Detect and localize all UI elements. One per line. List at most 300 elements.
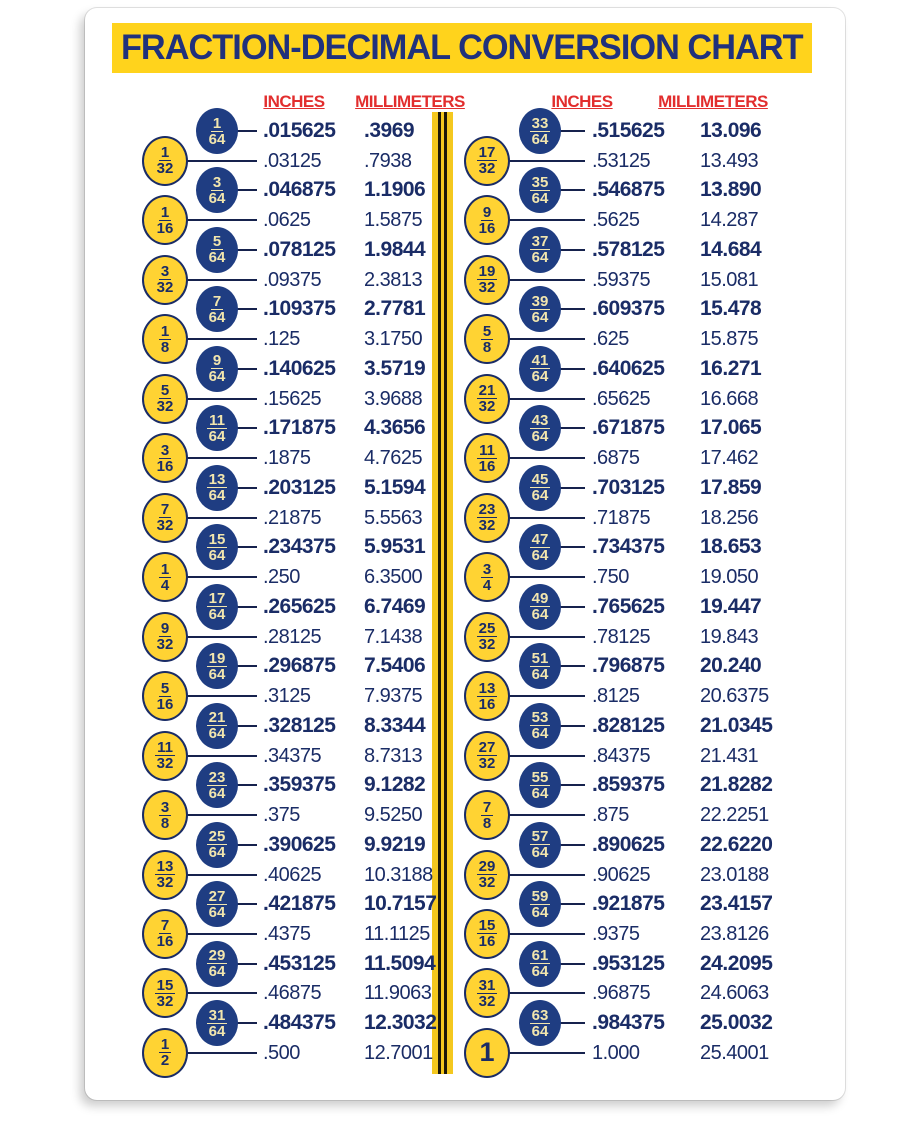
fraction-denominator: 64 (208, 903, 226, 921)
mm-value: 2.3813 (364, 268, 423, 291)
fraction-denominator: 64 (531, 725, 549, 743)
fraction (209, 353, 226, 384)
inches-value: .125 (263, 328, 300, 351)
mm-value: 8.7313 (364, 744, 423, 767)
inches-value: .9375 (592, 922, 640, 945)
mm-value: 10.3188 (364, 863, 433, 886)
fraction (530, 829, 551, 860)
fraction-numerator: 27 (208, 887, 226, 905)
whole-number: 1 (479, 1037, 495, 1068)
fraction-numerator: 59 (531, 887, 549, 905)
inches-value: .703125 (592, 475, 665, 499)
fraction (159, 562, 171, 593)
mm-value: 13.096 (700, 119, 762, 142)
fraction (479, 205, 496, 236)
mm-value: .7938 (364, 149, 412, 172)
fraction-numerator: 1 (160, 1036, 170, 1054)
mm-value: 18.653 (700, 535, 762, 559)
mm-value: 9.9219 (364, 832, 426, 856)
fraction-numerator: 13 (208, 471, 226, 489)
fraction-badge (519, 941, 561, 987)
inches-value: .250 (263, 566, 300, 589)
fraction-badge (196, 1000, 238, 1046)
fraction-denominator: 32 (156, 755, 174, 773)
fraction-badge (519, 465, 561, 511)
fraction-denominator: 8 (160, 814, 170, 832)
mm-value: 5.5563 (364, 506, 423, 529)
fraction-numerator: 23 (478, 501, 496, 519)
mm-value: 22.2251 (700, 804, 769, 827)
mm-value: 23.8126 (700, 922, 769, 945)
inches-value: .1875 (263, 447, 311, 470)
fraction-numerator: 1 (160, 144, 170, 162)
fraction (157, 264, 174, 295)
mm-value: 20.6375 (700, 685, 769, 708)
fraction-denominator: 16 (478, 695, 496, 713)
fraction-numerator: 49 (531, 590, 549, 608)
inches-value: .546875 (592, 178, 665, 202)
fraction-numerator: 7 (482, 798, 492, 816)
fraction-denominator: 32 (156, 398, 174, 416)
leader-line (507, 160, 585, 162)
inches-value: .890625 (592, 832, 665, 856)
fraction-denominator: 2 (160, 1052, 170, 1070)
mm-value: 6.3500 (364, 566, 423, 589)
fraction-numerator: 1 (160, 203, 170, 221)
fraction-badge (196, 108, 238, 154)
fraction-denominator: 32 (478, 517, 496, 535)
inches-value: .15625 (263, 387, 322, 410)
leader-line (507, 398, 585, 400)
fraction-badge (464, 1028, 510, 1078)
fraction (207, 472, 228, 503)
mm-value: 24.6063 (700, 982, 769, 1005)
mm-value: 19.843 (700, 625, 759, 648)
fraction-numerator: 27 (478, 739, 496, 757)
fraction-numerator: 3 (160, 263, 170, 281)
inches-value: .078125 (263, 237, 336, 261)
inches-value: .265625 (263, 594, 336, 618)
fraction (477, 443, 497, 474)
fraction (481, 324, 493, 355)
fraction (530, 710, 551, 741)
fraction (530, 591, 551, 622)
mm-value: 12.3032 (364, 1011, 437, 1035)
fraction-denominator: 16 (156, 457, 174, 475)
fraction-numerator: 41 (531, 352, 549, 370)
leader-line (185, 992, 257, 994)
inches-value: .90625 (592, 863, 651, 886)
fraction-badge (464, 314, 510, 364)
inches-value: .500 (263, 1041, 300, 1064)
fraction (207, 591, 228, 622)
inches-value: .40625 (263, 863, 322, 886)
leader-line (235, 368, 257, 370)
fraction-numerator: 3 (482, 560, 492, 578)
fraction-numerator: 9 (482, 203, 492, 221)
inches-value: .625 (592, 328, 629, 351)
leader-line (558, 665, 585, 667)
fraction-badge (464, 671, 510, 721)
leader-line (185, 279, 257, 281)
mm-value: 14.287 (700, 209, 759, 232)
fraction (477, 918, 498, 949)
fraction-denominator: 32 (478, 755, 496, 773)
fraction-denominator: 64 (208, 368, 226, 386)
fraction (530, 472, 551, 503)
fraction (477, 145, 498, 176)
mm-value: 3.5719 (364, 356, 426, 380)
fraction-denominator: 64 (208, 963, 226, 981)
fraction-badge (142, 671, 188, 721)
fraction-badge (196, 881, 238, 927)
leader-line (185, 695, 257, 697)
leader-line (558, 903, 585, 905)
fraction-numerator: 5 (160, 679, 170, 697)
fraction-numerator: 63 (531, 1006, 549, 1024)
fraction-denominator: 64 (531, 249, 549, 267)
fraction-numerator: 33 (531, 114, 549, 132)
fraction-badge (142, 552, 188, 602)
fraction-denominator: 32 (156, 992, 174, 1010)
leader-line (185, 933, 257, 935)
fraction-badge (196, 822, 238, 868)
fraction (530, 175, 551, 206)
inches-value: .859375 (592, 773, 665, 797)
fraction-numerator: 23 (208, 768, 226, 786)
conversion-chart-poster (85, 8, 845, 1100)
mm-value: 16.668 (700, 387, 759, 410)
mm-value: 15.875 (700, 328, 759, 351)
inches-value: .984375 (592, 1011, 665, 1035)
fraction-numerator: 9 (212, 352, 222, 370)
inches-value: .765625 (592, 594, 665, 618)
fraction-denominator: 32 (156, 874, 174, 891)
fraction (477, 264, 498, 295)
fraction-denominator: 8 (160, 338, 170, 356)
inches-value: .484375 (263, 1011, 336, 1035)
fraction (530, 234, 551, 265)
fraction-denominator: 32 (156, 279, 174, 297)
mm-value: 9.1282 (364, 773, 426, 797)
fraction-badge (519, 346, 561, 392)
fraction-denominator: 64 (208, 1022, 226, 1040)
inches-value: .84375 (592, 744, 651, 767)
leader-line (185, 160, 257, 162)
fraction-numerator: 1 (160, 560, 170, 578)
fraction-badge (464, 790, 510, 840)
fraction-numerator: 17 (208, 590, 226, 608)
inches-value: .46875 (263, 982, 322, 1005)
leader-line (507, 755, 585, 757)
inches-value: .234375 (263, 535, 336, 559)
leader-line (235, 308, 257, 310)
inches-header-right: INCHES (551, 92, 613, 111)
leader-line (558, 725, 585, 727)
inches-value: .71875 (592, 506, 651, 529)
inches-value: .6875 (592, 447, 640, 470)
fraction-denominator: 64 (531, 963, 549, 981)
mm-value: 10.7157 (364, 892, 437, 916)
leader-line (185, 219, 257, 221)
inches-value: .34375 (263, 744, 322, 767)
fraction-badge (142, 612, 188, 662)
leader-line (185, 398, 257, 400)
mm-value: 7.9375 (364, 685, 423, 708)
leader-line (235, 546, 257, 548)
leader-line (235, 1022, 257, 1024)
fraction (157, 681, 174, 712)
fraction (209, 294, 226, 325)
fraction-badge (196, 941, 238, 987)
leader-line (558, 963, 585, 965)
fraction-denominator: 64 (531, 427, 549, 445)
leader-line (235, 427, 257, 429)
inches-value: .515625 (592, 119, 665, 142)
inches-value: .875 (592, 804, 629, 827)
fraction (477, 383, 498, 414)
mm-value: 17.065 (700, 416, 762, 440)
leader-line (235, 665, 257, 667)
fraction-denominator: 8 (482, 814, 492, 832)
fraction-denominator: 64 (208, 725, 226, 743)
fraction (157, 145, 174, 176)
leader-line (507, 992, 585, 994)
inches-header-left: INCHES (263, 92, 325, 111)
leader-line (185, 338, 257, 340)
inches-value: .03125 (263, 149, 322, 172)
inches-value: .421875 (263, 892, 336, 916)
inches-value: .4375 (263, 922, 311, 945)
mm-value: 15.081 (700, 268, 759, 291)
fraction (155, 740, 175, 771)
mm-value: 15.478 (700, 297, 762, 321)
fraction-numerator: 5 (160, 382, 170, 400)
leader-line (507, 219, 585, 221)
fraction-denominator: 64 (208, 546, 226, 564)
fraction-denominator: 16 (478, 457, 496, 475)
mm-value: 2.7781 (364, 297, 426, 321)
fraction (157, 383, 174, 414)
leader-line (235, 903, 257, 905)
mm-value: 22.6220 (700, 832, 773, 856)
fraction-badge (519, 881, 561, 927)
fraction-denominator: 64 (531, 784, 549, 802)
fraction-badge (519, 584, 561, 630)
mm-value: 21.0345 (700, 713, 773, 737)
leader-line (507, 933, 585, 935)
mm-value: 5.1594 (364, 475, 426, 499)
fraction-numerator: 15 (208, 530, 226, 548)
fraction-numerator: 11 (479, 441, 495, 459)
inches-value: .359375 (263, 773, 336, 797)
fraction-badge (142, 433, 188, 483)
fraction-badge (196, 465, 238, 511)
fraction-numerator: 3 (212, 173, 222, 191)
leader-line (507, 1052, 585, 1054)
fraction-denominator: 64 (208, 130, 226, 148)
fraction-badge (142, 790, 188, 840)
fraction (159, 1037, 171, 1068)
leader-line (507, 636, 585, 638)
inches-value: .921875 (592, 892, 665, 916)
fraction-badge (196, 703, 238, 749)
fraction-badge (142, 731, 188, 781)
fraction-numerator: 61 (531, 947, 549, 965)
leader-line (185, 1052, 257, 1054)
fraction-denominator: 64 (531, 903, 549, 921)
inches-value: .59375 (592, 268, 651, 291)
fraction-badge (196, 643, 238, 689)
mm-value: 19.050 (700, 566, 759, 589)
fraction (207, 413, 227, 444)
fraction (477, 740, 498, 771)
fraction-badge (519, 822, 561, 868)
mm-value: 19.447 (700, 594, 762, 618)
fraction (477, 502, 498, 533)
fraction-denominator: 32 (478, 398, 496, 416)
inches-value: .8125 (592, 685, 640, 708)
fraction-numerator: 43 (531, 411, 549, 429)
fraction-numerator: 9 (160, 620, 170, 638)
fraction (530, 532, 551, 563)
fraction-numerator: 29 (478, 858, 496, 875)
fraction-numerator: 7 (212, 292, 222, 310)
fraction (209, 234, 226, 265)
fraction-badge (196, 762, 238, 808)
fraction-badge (142, 1028, 188, 1078)
leader-line (235, 606, 257, 608)
mm-value: 1.5875 (364, 209, 423, 232)
fraction-numerator: 45 (531, 471, 549, 489)
fraction-denominator: 64 (208, 606, 226, 624)
fraction-denominator: 16 (156, 695, 174, 713)
fraction-denominator: 64 (208, 427, 226, 445)
fraction-denominator: 64 (531, 308, 549, 326)
leader-line (558, 844, 585, 846)
fraction-denominator: 32 (156, 636, 174, 654)
mm-value: 13.493 (700, 149, 759, 172)
fraction-numerator: 21 (208, 709, 226, 727)
inches-value: .5625 (592, 209, 640, 232)
fraction-badge (142, 195, 188, 245)
fraction-numerator: 29 (208, 947, 226, 965)
leader-line (235, 784, 257, 786)
inches-value: .750 (592, 566, 629, 589)
fraction (157, 621, 174, 652)
fraction-badge (142, 374, 188, 424)
fraction-denominator: 16 (156, 219, 174, 237)
fraction-denominator: 4 (482, 576, 492, 594)
leader-line (507, 517, 585, 519)
fraction-badge (464, 909, 510, 959)
fraction-numerator: 19 (208, 649, 226, 667)
mm-value: 3.1750 (364, 328, 423, 351)
leader-line (507, 576, 585, 578)
leader-line (235, 487, 257, 489)
fraction-numerator: 17 (478, 144, 496, 162)
mm-value: 24.2095 (700, 951, 773, 975)
inches-value: .390625 (263, 832, 336, 856)
fraction-numerator: 25 (208, 828, 226, 846)
inches-value: .953125 (592, 951, 665, 975)
fraction-badge (196, 584, 238, 630)
fraction-badge (464, 612, 510, 662)
fraction-denominator: 64 (208, 249, 226, 267)
chart-title: FRACTION-DECIMAL CONVERSION CHART (121, 28, 803, 67)
leader-line (558, 427, 585, 429)
fraction-numerator: 1 (160, 322, 170, 340)
inches-value: .21875 (263, 506, 322, 529)
mm-value: 8.3344 (364, 713, 426, 737)
inches-value: .3125 (263, 685, 311, 708)
fraction-numerator: 11 (209, 411, 225, 429)
mm-value: 4.3656 (364, 416, 426, 440)
inches-value: .734375 (592, 535, 665, 559)
inches-value: .0625 (263, 209, 311, 232)
inches-value: .640625 (592, 356, 665, 380)
inches-value: .015625 (263, 119, 336, 142)
fraction-denominator: 64 (208, 844, 226, 862)
mm-value: 1.1906 (364, 178, 426, 202)
inches-value: .109375 (263, 297, 336, 321)
fraction (530, 889, 551, 920)
fraction-badge (519, 643, 561, 689)
leader-line (558, 606, 585, 608)
inches-value: .78125 (592, 625, 651, 648)
mm-value: 25.4001 (700, 1041, 769, 1064)
fraction-numerator: 35 (531, 173, 549, 191)
fraction-numerator: 31 (478, 976, 496, 994)
leader-line (558, 368, 585, 370)
fraction-denominator: 32 (478, 160, 496, 178)
millimeters-header-right: MILLIMETERS (658, 92, 768, 111)
fraction-badge (464, 374, 510, 424)
mm-value: 6.7469 (364, 594, 426, 618)
mm-value: 7.1438 (364, 625, 423, 648)
fraction (530, 353, 551, 384)
fraction-numerator: 7 (160, 917, 170, 935)
fraction (530, 116, 551, 147)
inches-value: .203125 (263, 475, 336, 499)
fraction-denominator: 64 (531, 546, 549, 564)
fraction-denominator: 32 (478, 874, 496, 891)
fraction-badge (519, 108, 561, 154)
inches-value: .671875 (592, 416, 665, 440)
fraction (530, 651, 551, 682)
fraction-numerator: 11 (157, 739, 173, 757)
title-banner (112, 23, 812, 73)
mm-value: 11.9063 (364, 982, 432, 1005)
fraction-denominator: 4 (160, 576, 170, 594)
leader-line (558, 487, 585, 489)
fraction-numerator: 55 (531, 768, 549, 786)
leader-line (558, 130, 585, 132)
fraction-badge (519, 762, 561, 808)
fraction (530, 948, 551, 979)
fraction-numerator: 31 (208, 1006, 226, 1024)
fraction (207, 829, 228, 860)
leader-line (185, 517, 257, 519)
fraction-badge (519, 227, 561, 273)
fraction-badge (464, 552, 510, 602)
mm-value: 4.7625 (364, 447, 423, 470)
fraction (207, 948, 228, 979)
fraction (207, 889, 228, 920)
fraction (481, 562, 493, 593)
fraction-numerator: 53 (531, 709, 549, 727)
leader-line (507, 279, 585, 281)
